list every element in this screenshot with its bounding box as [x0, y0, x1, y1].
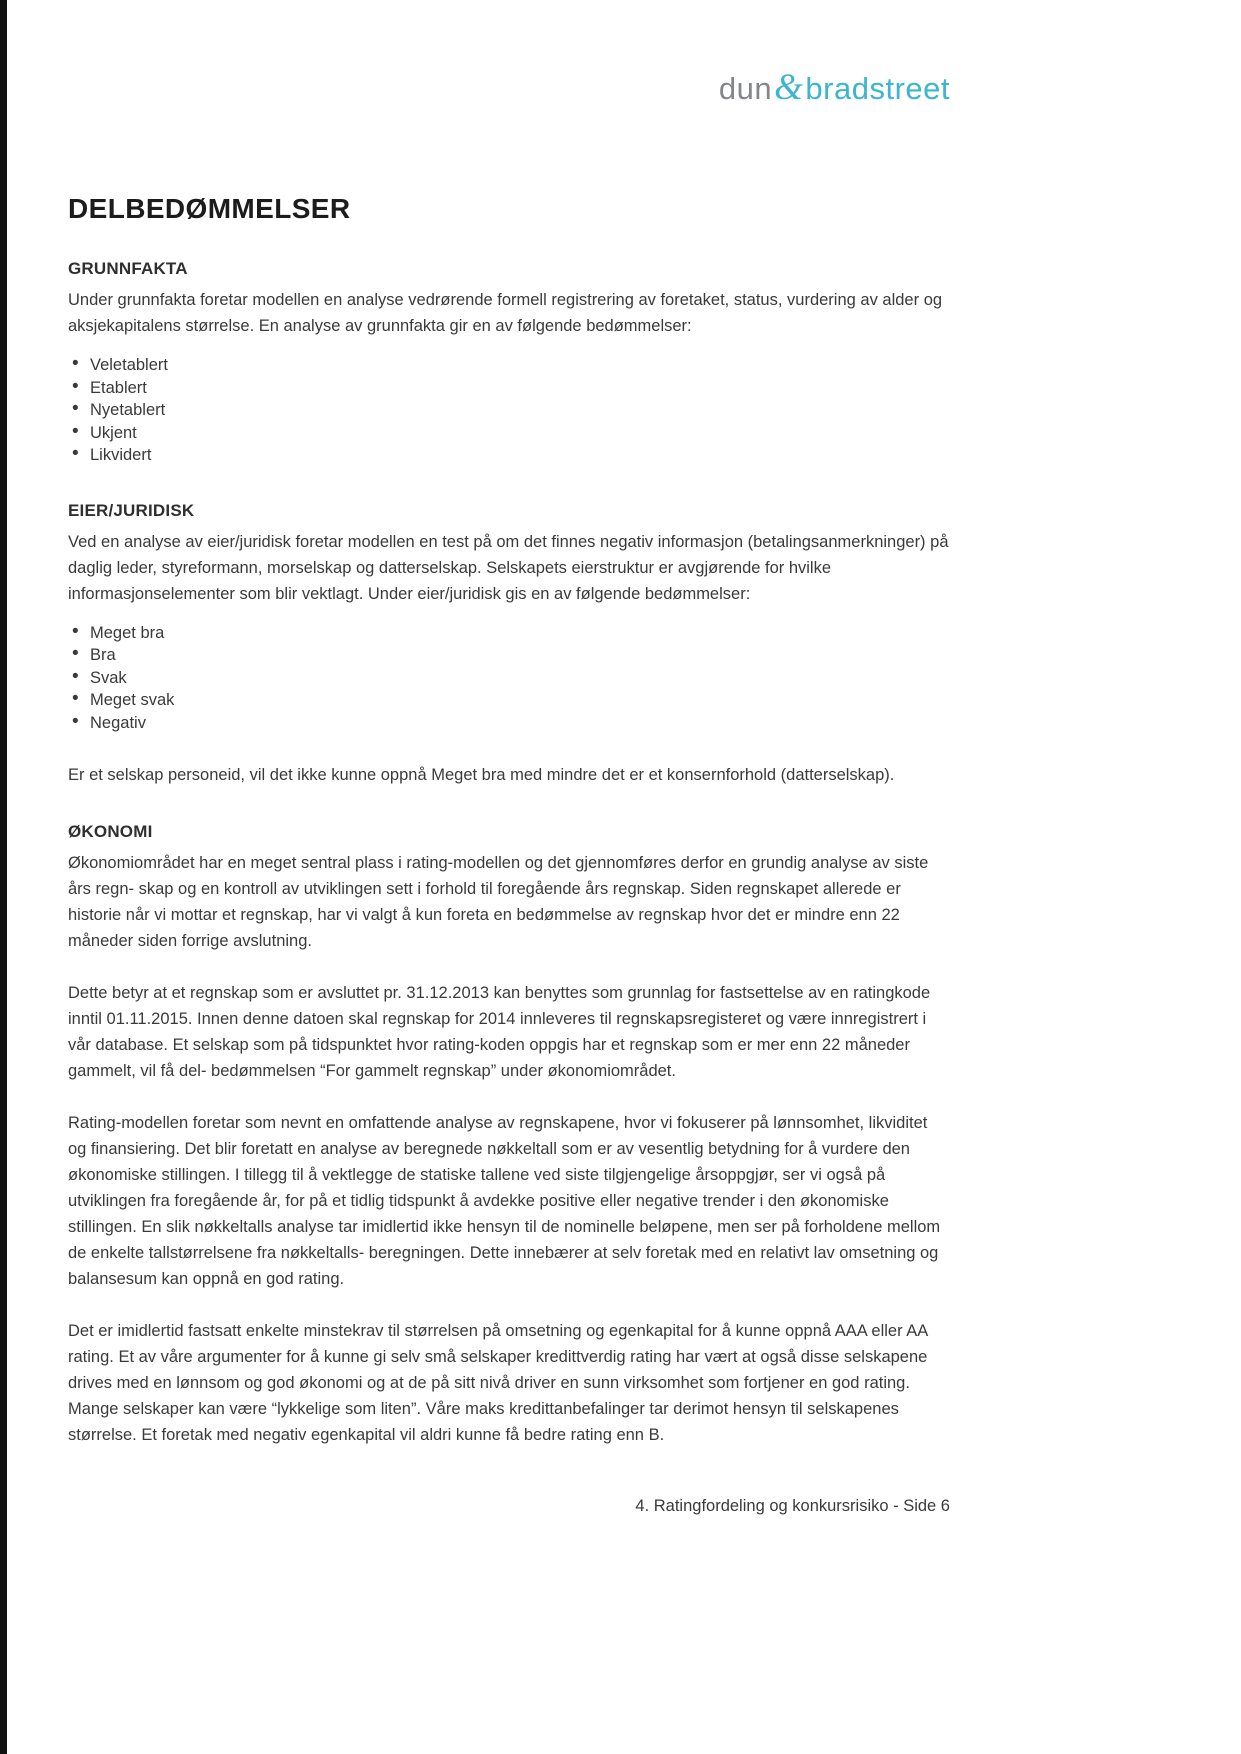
eier-juridisk-note-paragraph: Er et selskap personeid, vil det ikke kunne oppnå Meget bra med mindre det er et konsernforhold (datterselskap).: [68, 766, 895, 784]
bullet-item: • Meget bra: [72, 622, 950, 645]
bullet-item: • Bra: [72, 644, 950, 667]
section-eier-juridisk: [68, 501, 950, 789]
section-heading-grunnfakta: GRUNNFAKTA: [68, 259, 188, 278]
logo-text-dun: dun: [718, 71, 773, 106]
section-okonomi: [68, 822, 950, 1448]
bullet-item: • Likvidert: [72, 444, 950, 467]
section-heading-okonomi: ØKONOMI: [68, 822, 153, 841]
okonomi-paragraph: Det er imidlertid fastsatt enkelte minstekrav til størrelsen på omsetning og egenkapital for å kunne oppnå AAA eller AA rating. Et av våre argumenter for å kunne gi selv små selskaper kredittverdig rating har vært at også disse selskapene drives med en lønnsom og god økonomi og at de på sitt nivå driver en sunn virksomhet som fortjener en god rating. Mange selskaper kan være “lykkelige som liten”. Våre maks kredittanbefalinger tar derimot hensyn til selskapenes størrelse. Et foretak med negativ egenkapital vil aldri kunne få bedre rating enn B.: [68, 1322, 928, 1444]
bullet-item: • Ukjent: [72, 422, 950, 445]
page-title: DELBEDØMMELSER: [68, 193, 351, 224]
grunnfakta-bullet-list: [72, 354, 950, 467]
okonomi-paragraph: Rating-modellen foretar som nevnt en omfattende analyse av regnskapene, hvor vi fokuserer på lønnsomhet, likviditet og finansiering. Det blir foretatt en analyse av beregnede nøkkeltall som er av vesentlig betydning for å vurdere den økonomiske stillingen. I tillegg til å vektlegge de statiske tallene ved siste tilgjengelige årsoppgjør, ser vi også på utviklingen fra foregående år, for på et tidlig tidspunkt å avdekke positive eller negative trender i den økonomiske stillingen. En slik nøkkeltalls analyse tar imidlertid ikke hensyn til de nominelle beløpene, men ser på forholdene mellom de enkelte tallstørrelsene fra nøkkeltalls- beregningen. Dette innebærer at selv foretak med en relativt lav omsetning og balansesum kan oppnå en god rating.: [68, 1114, 941, 1288]
page-left-edge: [0, 0, 7, 1754]
section-grunnfakta: [68, 259, 950, 467]
logo-ampersand-icon: &: [774, 67, 804, 108]
bullet-item: • Svak: [72, 667, 950, 690]
eier-juridisk-bullet-list: [72, 622, 950, 735]
okonomi-paragraph: Økonomiområdet har en meget sentral plass i rating-modellen og det gjennomføres derfor en grundig analyse av siste års regn- skap og en kontroll av utviklingen sett i forhold til foregående års regnskap. Siden regnskapet allerede er historie når vi mottar et regnskap, har vi valgt å kun foreta en bedømmelse av regnskap hvor det er mindre enn 22 måneder siden forrige avslutning.: [68, 854, 929, 950]
page-footer: 4. Ratingfordeling og konkursrisiko - Side 6: [635, 1497, 950, 1515]
logo-text-bradstreet: bradstreet: [805, 71, 950, 106]
bullet-item: • Meget svak: [72, 689, 950, 712]
page-content: [68, 0, 950, 1474]
grunnfakta-intro-paragraph: Under grunnfakta foretar modellen en analyse vedrørende formell registrering av foretaket, status, vurdering av alder og aksjekapitalens størrelse. En analyse av grunnfakta gir en av følgende bedømmelser:: [68, 291, 943, 335]
okonomi-paragraph: Dette betyr at et regnskap som er avsluttet pr. 31.12.2013 kan benyttes som grunnlag for fastsettelse av en ratingkode inntil 01.11.2015. Innen denne datoen skal regnskap for 2014 innleveres til regnskapsregisteret og være innregistrert i vår database. Et selskap som på tidspunktet hvor rating-koden oppgis har et regnskap som er mer enn 22 måneder gammelt, vil få del- bedømmelsen “For gammelt regnskap” under økonomiområdet.: [68, 984, 931, 1080]
bullet-item: • Negativ: [72, 712, 950, 735]
section-heading-eier-juridisk: EIER/JURIDISK: [68, 500, 195, 520]
dun-bradstreet-logo: [68, 67, 950, 108]
bullet-item: • Etablert: [72, 377, 950, 400]
eier-juridisk-intro-paragraph: Ved en analyse av eier/juridisk foretar modellen en test på om det finnes negativ informasjon (betalingsanmerkninger) på daglig leder, styreformann, morselskap og datterselskap. Selskapets eierstruktur er avgjørende for hvilke informasjonselementer som blir vektlagt. Under eier/juridisk gis en av følgende bedømmelser:: [68, 532, 949, 603]
bullet-item: • Veletablert: [72, 354, 950, 377]
bullet-item: • Nyetablert: [72, 399, 950, 422]
